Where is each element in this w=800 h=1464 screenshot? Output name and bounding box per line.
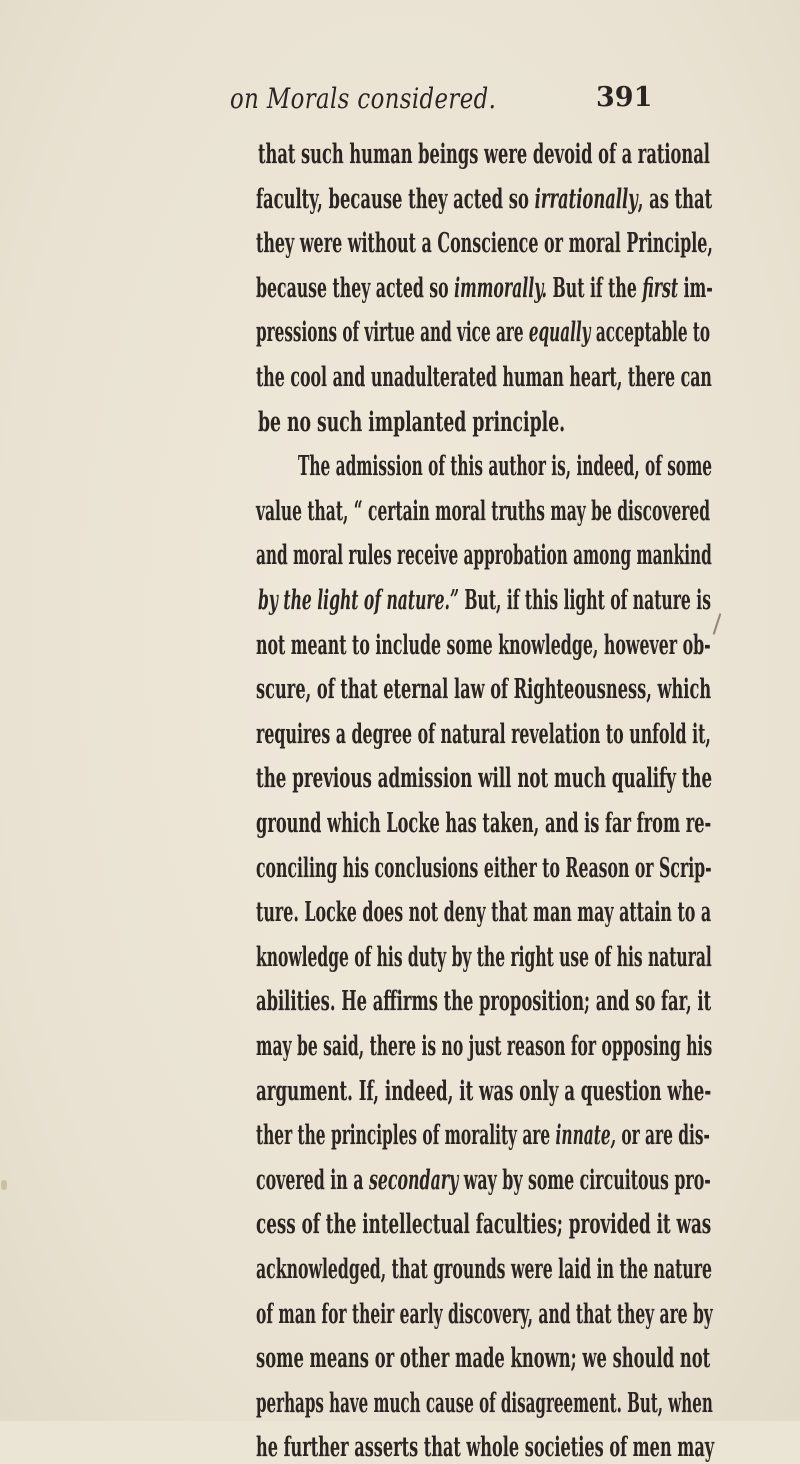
- text-line: value that, “ certain moral truths may be discovered: [256, 496, 711, 527]
- text-line: by the light of nature.” But, if this light of nature is: [258, 585, 711, 616]
- text-line: cess of the intellectual faculties; provided it was: [256, 1209, 712, 1240]
- text-line: argument. If, indeed, it was only a question whe-: [256, 1076, 712, 1107]
- text-line: be no such implanted principle.: [258, 407, 566, 438]
- text-line: ground which Locke has taken, and is far from re-: [256, 808, 712, 839]
- text-line: some means or other made known; we should not: [256, 1343, 711, 1374]
- text-line: ture. Locke does not deny that man may attain to a: [256, 897, 712, 928]
- text-line: and moral rules receive approbation among mankind: [256, 540, 712, 571]
- text-line: not meant to include some knowledge, however ob-: [256, 630, 711, 661]
- page-number: 391: [596, 82, 653, 113]
- text-line: may be said, there is no just reason for opposing his: [256, 1031, 713, 1062]
- text-line: abilities. He affirms the proposition; and so far, it: [256, 986, 712, 1017]
- text-line: the previous admission will not much qualify the: [256, 763, 713, 794]
- text-line: because they acted so immorally. But if the first im-: [256, 273, 713, 304]
- text-line: pressions of virtue and vice are equally acceptable to: [256, 317, 711, 348]
- text-line: perhaps have much cause of disagreement. But, when: [256, 1388, 713, 1419]
- text-line: of man for their early discovery, and that they are by: [256, 1299, 713, 1330]
- text-line: that such human beings were devoid of a rational: [258, 139, 710, 170]
- text-line: conciling his conclusions either to Reason or Scrip-: [256, 853, 712, 884]
- text-line: covered in a secondary way by some circuitous pro-: [256, 1165, 711, 1196]
- text-line: scure, of that eternal law of Righteousness, which: [256, 674, 712, 705]
- text-line: acknowledged, that grounds were laid in the nature: [256, 1254, 713, 1285]
- text-line: faculty, because they acted so irrationally, as that: [256, 184, 713, 215]
- text-line: knowledge of his duty by the right use of his natural: [256, 942, 712, 973]
- page-header: [0, 82, 800, 122]
- text-line: they were without a Conscience or moral Principle,: [256, 228, 713, 259]
- text-line: he further asserts that whole societies of men may: [256, 1432, 715, 1463]
- text-line: The admission of this author is, indeed, of some: [298, 451, 713, 482]
- text-line: the cool and unadulterated human heart, there can: [256, 362, 712, 393]
- running-head: on Morals considered.: [230, 82, 497, 115]
- text-line: requires a degree of natural revelation to unfold it,: [256, 719, 711, 750]
- paper-stain: [1, 1180, 7, 1190]
- text-line: ther the principles of morality are innate, or are dis-: [256, 1120, 710, 1151]
- margin-mark: [713, 613, 722, 635]
